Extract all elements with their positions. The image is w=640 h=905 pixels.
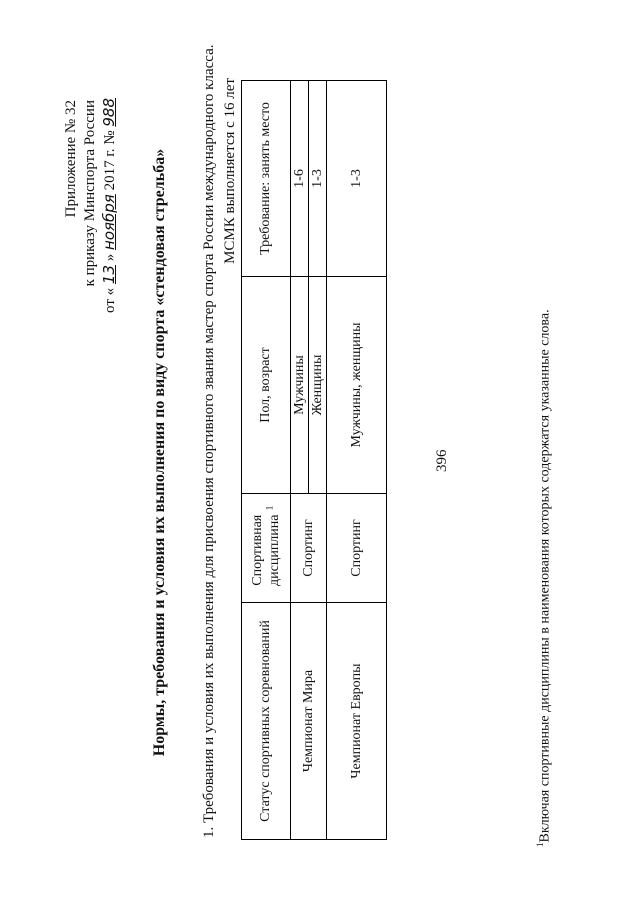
header-requirement: Требование: занять место (242, 81, 291, 277)
header-status: Статус спортивных соревнований (242, 603, 291, 840)
row2-sex: Мужчины, женщины (327, 277, 387, 494)
table-row (327, 81, 387, 840)
appendix-quote: » (102, 253, 118, 262)
appendix-year: 2017 г. № (102, 130, 118, 191)
header-sex-age: Пол, возраст (242, 277, 291, 494)
appendix-line2: к приказу Минспорта России (82, 100, 98, 287)
footnote-text: Включая спортивные дисциплины в наименования которых содержатся указанные слова. (537, 309, 553, 843)
row1-place-m: 1-6 (291, 81, 309, 277)
footnote (535, 309, 554, 847)
table-row (291, 81, 309, 840)
appendix-line1: Приложение № 32 (63, 100, 79, 218)
footnote-mark: 1 (264, 505, 275, 511)
header-discipline (242, 494, 291, 603)
row2-status: Чемпионат Европы (327, 603, 387, 840)
appendix-day: 13 (100, 264, 118, 285)
appendix-line3 (100, 98, 120, 398)
page-number: 396 (434, 449, 450, 472)
row1-sex-f: Женщины (309, 277, 327, 494)
document-title: Нормы, требования и условия их выполнения по виду спорта «стендовая стрельба» (151, 148, 168, 757)
row1-place-f: 1-3 (309, 81, 327, 277)
norms-table (241, 80, 387, 840)
requirement-text: 1. Требования и условия их выполнения для присвоения спортивного звания мастер спорта России международного класса. (201, 44, 217, 838)
row1-status: Чемпионат Мира (291, 603, 327, 840)
row2-discipline: Спортинг (327, 494, 387, 603)
appendix-number: 988 (100, 98, 118, 127)
appendix-month: ноября (100, 194, 118, 250)
row1-discipline: Спортинг (291, 494, 327, 603)
appendix-from: от « (102, 287, 118, 313)
footnote-number: 1 (535, 842, 545, 847)
row2-place: 1-3 (327, 81, 387, 277)
header-discipline-text: Спортивная дисциплина (250, 514, 282, 586)
mcmk-note: МСМК выполняется с 16 лет (222, 78, 238, 264)
table-header-row (242, 81, 291, 840)
row1-sex-m: Мужчины (291, 277, 309, 494)
